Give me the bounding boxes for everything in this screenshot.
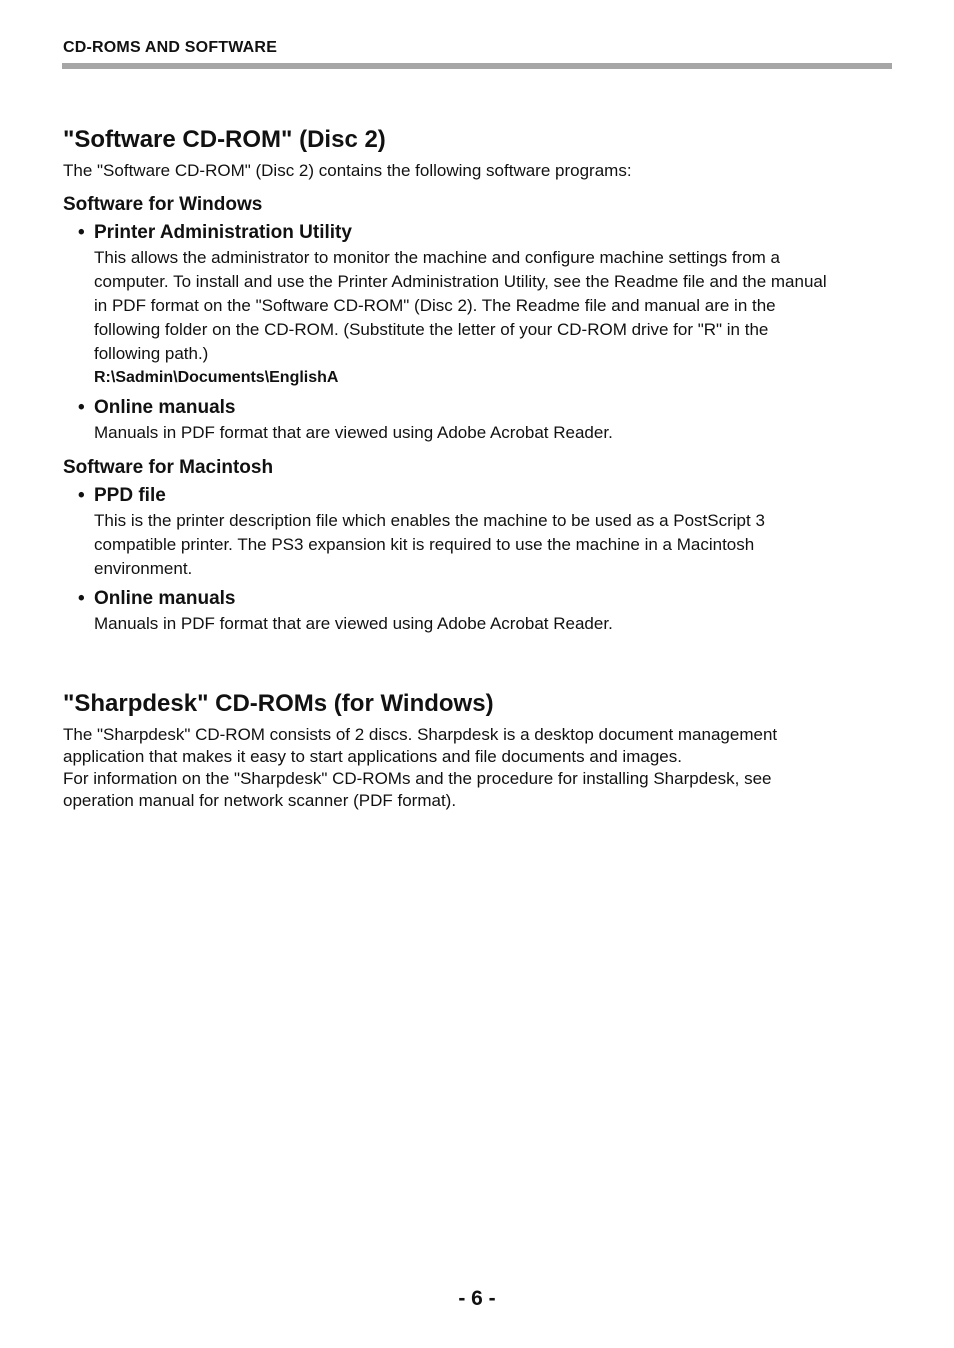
desc-line: following folder on the CD-ROM. (Substitute the letter of your CD-ROM drive for "R" in the [94, 320, 769, 339]
item-title: Online manuals [94, 588, 236, 609]
desc-line: computer. To install and use the Printer Administration Utility, see the Readme file and the manual [94, 272, 827, 291]
subsection-heading-macintosh: Software for Macintosh [63, 457, 274, 478]
section-title: "Software CD-ROM" (Disc 2) [63, 126, 386, 153]
desc-line: This is the printer description file which enables the machine to be used as a PostScript 3 [94, 511, 765, 530]
running-header: CD-ROMS AND SOFTWARE [63, 39, 278, 56]
list-item-online-manuals-windows [63, 396, 893, 445]
desc-line: following path.) [94, 344, 209, 363]
header-rule [62, 63, 892, 69]
paragraph-line: application that makes it easy to start applications and file documents and images. [63, 747, 682, 766]
item-description [94, 509, 893, 581]
desc-line: This allows the administrator to monitor the machine and configure machine settings from a [94, 248, 780, 267]
section-title: "Sharpdesk" CD-ROMs (for Windows) [63, 690, 494, 717]
item-title: Online manuals [94, 397, 236, 418]
bullet: • [78, 588, 85, 609]
paragraph-line: The "Sharpdesk" CD-ROM consists of 2 discs. Sharpdesk is a desktop document management [63, 725, 778, 744]
item-description [94, 421, 893, 445]
item-description [94, 246, 893, 366]
desc-line: Manuals in PDF format that are viewed using Adobe Acrobat Reader. [94, 614, 613, 633]
section-sharpdesk [63, 688, 893, 812]
paragraph-line: For information on the "Sharpdesk" CD-ROMs and the procedure for installing Sharpdesk, see [63, 769, 772, 788]
bullet: • [78, 222, 85, 243]
list-item-ppd-file [63, 484, 893, 581]
list-item-online-manuals-macintosh [63, 587, 893, 636]
section-intro: The "Software CD-ROM" (Disc 2) contains the following software programs: [63, 161, 632, 180]
section-software-cd-rom [63, 124, 893, 636]
bullet: • [78, 397, 85, 418]
desc-line: environment. [94, 559, 193, 578]
item-description [94, 612, 893, 636]
page-content [63, 124, 893, 812]
page-number: - 6 - [458, 1287, 496, 1310]
folder-path: R:\Sadmin\Documents\EnglishA [94, 369, 339, 386]
item-title: PPD file [94, 485, 166, 506]
desc-line: in PDF format on the "Software CD-ROM" (Disc 2). The Readme file and manual are in the [94, 296, 776, 315]
item-title: Printer Administration Utility [94, 222, 352, 243]
bullet: • [78, 485, 85, 506]
paragraph-line: operation manual for network scanner (PDF format). [63, 791, 457, 810]
subsection-heading-windows: Software for Windows [63, 194, 263, 215]
desc-line: Manuals in PDF format that are viewed using Adobe Acrobat Reader. [94, 423, 613, 442]
list-item-printer-admin-utility [63, 221, 893, 390]
desc-line: compatible printer. The PS3 expansion kit is required to use the machine in a Macintosh [94, 535, 755, 554]
